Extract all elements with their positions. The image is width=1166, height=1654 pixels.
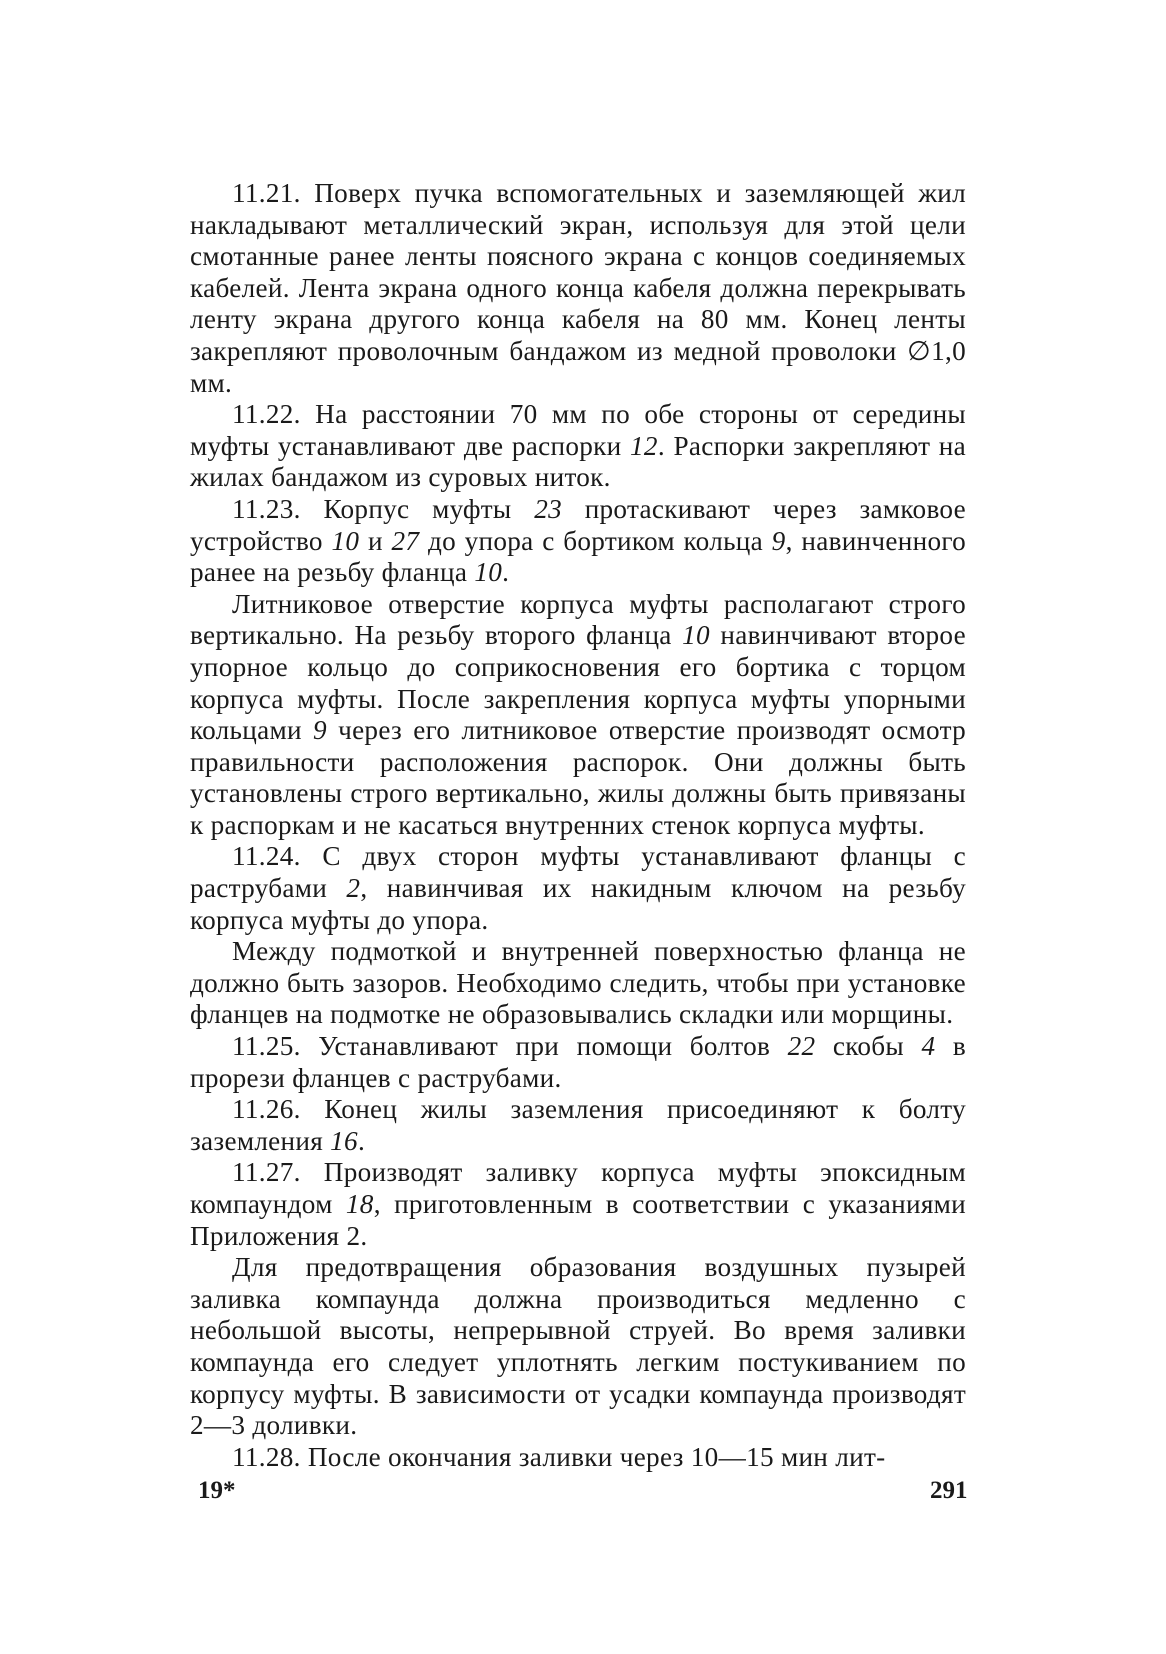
signature-mark: 19*: [198, 1477, 236, 1504]
figure-reference: 4: [921, 1031, 936, 1062]
page-number: 291: [930, 1477, 968, 1504]
paragraph-text: скобы: [815, 1031, 922, 1062]
figure-reference: 10: [474, 557, 503, 588]
paragraph-text: , навинченного ранее на резьбу фланца: [190, 525, 967, 588]
paragraph-text: . Распорки закрепляют на жилах бандажом из суровых ниток.: [190, 430, 966, 493]
figure-reference: 23: [534, 493, 562, 524]
figure-reference: 2: [346, 873, 361, 904]
paragraph-text: 11.26. Конец жилы заземления присоединяют к болту заземления: [190, 1094, 966, 1156]
paragraph: [190, 1094, 966, 1157]
paragraph-text: и: [359, 525, 392, 556]
paragraph: [190, 178, 966, 399]
figure-reference: 9: [771, 525, 786, 556]
figure-reference: 12: [630, 430, 658, 461]
paragraph-text: 11.24. С двух сторон муфты устанавливают фланцы с раструбами: [190, 841, 966, 904]
figure-reference: 27: [391, 525, 420, 556]
paragraph-text: , приготовленным в соответствии с указаниями Приложения 2.: [190, 1189, 966, 1251]
paragraph: [190, 936, 966, 1031]
paragraph: [190, 1442, 966, 1474]
page-body: [190, 178, 966, 1473]
paragraph-text: в прорези фланцев с раструбами.: [190, 1031, 966, 1093]
figure-reference: 18: [345, 1189, 374, 1219]
paragraph: [190, 841, 966, 936]
paragraph-text: Между подмоткой и внутренней поверхностью фланца не должно быть зазоров. Необходимо следить, чтобы при установке фланцев на подмотке не образовывались складки или морщины.: [190, 936, 966, 1030]
paragraph-text: 11.22. На расстоянии 70 мм по обе стороны от середины муфты устанавливают две распорки: [190, 399, 966, 461]
paragraph: [190, 1157, 966, 1252]
paragraph-text: навинчивают второе упорное кольцо до соприкосновения его бортика с торцом корпуса муфты. После закрепления корпуса муфты упорными кольцами: [190, 620, 966, 746]
paragraph-text: , навинчивая их накидным ключом на резьбу корпуса муфты до упора.: [190, 873, 966, 935]
figure-reference: 10: [682, 620, 710, 651]
paragraph: [190, 589, 966, 842]
paragraph-text: Литниковое отверстие корпуса муфты располагают строго вертикально. На резьбу второго фланца: [190, 588, 966, 651]
figure-reference: 10: [331, 525, 360, 556]
paragraph: [190, 1252, 966, 1442]
paragraph-text: .: [357, 1125, 366, 1156]
paragraph: [190, 399, 966, 494]
paragraph-text: 11.23. Корпус муфты: [232, 493, 535, 524]
paragraph-text: протаскивают через замковое устройство: [190, 493, 966, 556]
paragraph-text: Для предотвращения образования воздушных пузырей заливка компаунда должна производиться медленно с небольшой высоты, непрерывной струей. Во время заливки компаунда его следует уплотнять легким постукиванием по корпусу муфты. В зависимости от усадки компаунда производят 2—3 доливки.: [190, 1252, 966, 1441]
figure-reference: 9: [313, 715, 327, 746]
paragraph: [190, 1031, 966, 1094]
paragraph-text: до упора с бортиком кольца: [419, 525, 772, 556]
figure-reference: 22: [787, 1031, 816, 1062]
paragraph-text: 11.28. После окончания заливки через 10—15 мин лит-: [232, 1441, 886, 1472]
paragraph: [190, 494, 966, 589]
paragraph-text: через его литниковое отверстие производят осмотр правильности расположения распорок. Они должны быть установлены строго вертикально, жилы должны быть привязаны к распоркам и не касаться внутренних стенок корпуса муфты.: [190, 715, 967, 840]
paragraph-text: .: [502, 557, 510, 588]
paragraph-text: 11.21. Поверх пучка вспомогательных и заземляющей жил накладывают металлический экран, используя для этой цели смотанные ранее ленты поясного экрана с концов соединяемых кабелей. Лента экрана одного конца кабеля должна перекрывать ленту экрана другого конца кабеля на 80 мм. Конец ленты закрепляют проволочным бандажом из медной проволоки ∅1,0 мм.: [190, 178, 966, 398]
figure-reference: 16: [330, 1125, 358, 1156]
paragraph-text: 11.25. Устанавливают при помощи болтов: [232, 1031, 788, 1062]
paragraph-text: 11.27. Производят заливку корпуса муфты эпоксидным компаундом: [190, 1157, 966, 1219]
